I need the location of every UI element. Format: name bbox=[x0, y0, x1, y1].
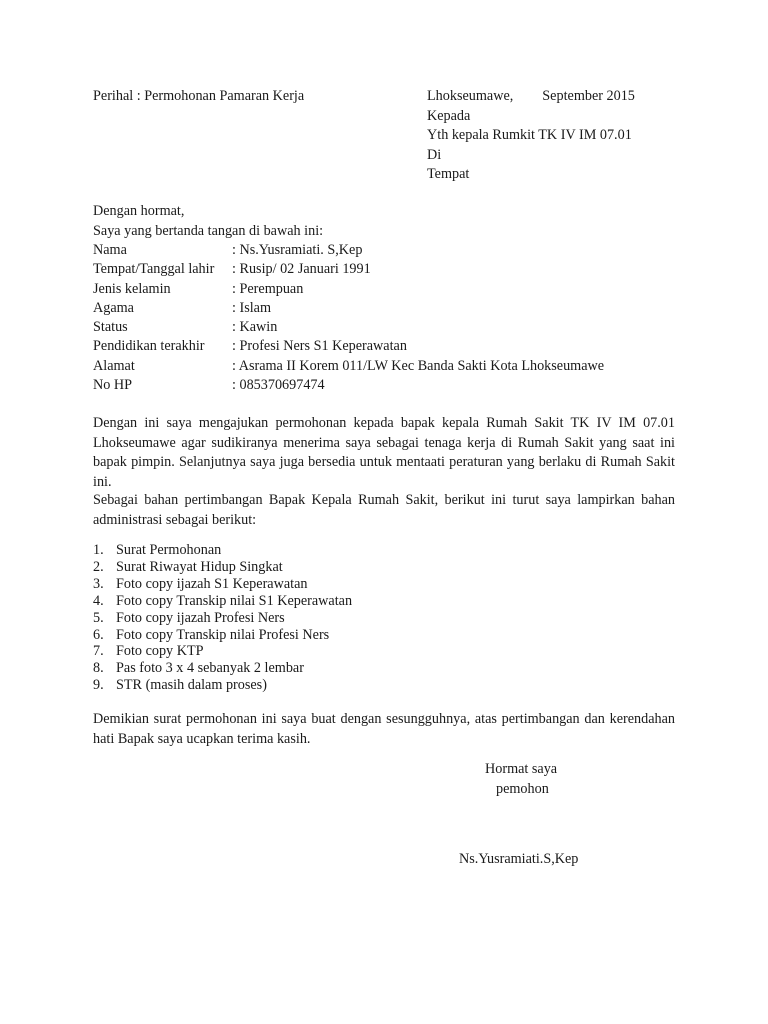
list-item bbox=[93, 627, 352, 644]
closing-block bbox=[485, 760, 557, 799]
list-text: Foto copy ijazah S1 Keperawatan bbox=[116, 575, 308, 592]
identity-label: Pendidikan terakhir bbox=[93, 338, 205, 355]
greeting: Dengan hormat, bbox=[93, 203, 185, 219]
letter-subject: Perihal : Permohonan Pamaran Kerja bbox=[93, 88, 305, 104]
identity-value: : Rusip/ 02 Januari 1991 bbox=[232, 261, 371, 278]
identity-label: No HP bbox=[93, 377, 133, 394]
list-number: 1. bbox=[93, 542, 104, 558]
list-text: Foto copy ijazah Profesi Ners bbox=[116, 609, 285, 626]
list-text: Foto copy KTP bbox=[116, 643, 204, 660]
identity-label: Status bbox=[93, 319, 128, 336]
identity-row bbox=[93, 357, 604, 376]
list-number: 3. bbox=[93, 575, 104, 592]
list-number: 7. bbox=[93, 643, 104, 660]
list-text: Pas foto 3 x 4 sebanyak 2 lembar bbox=[116, 660, 304, 677]
list-number: 8. bbox=[93, 660, 104, 677]
list-item bbox=[93, 559, 352, 576]
recipient-block bbox=[427, 87, 635, 185]
opening-block bbox=[93, 202, 323, 241]
list-number: 9. bbox=[93, 677, 104, 694]
letter-date: September 2015 bbox=[542, 88, 635, 104]
identity-label: Jenis kelamin bbox=[93, 280, 171, 297]
identity-value: : 085370697474 bbox=[232, 377, 325, 394]
list-number: 6. bbox=[93, 626, 104, 643]
closing-paragraph: Demikian surat permohonan ini saya buat dengan sesungguhnya, atas pertimbangan dan kerendahan hati Bapak saya ucapkan terima kasih. bbox=[93, 711, 675, 747]
identity-row bbox=[93, 337, 604, 356]
list-item bbox=[93, 593, 352, 610]
identity-label: Alamat bbox=[93, 357, 135, 374]
identity-table bbox=[93, 241, 604, 395]
recipient-line: Di bbox=[427, 146, 442, 163]
identity-value: : Asrama II Korem 011/LW Kec Banda Sakti Kota Lhokseumawe bbox=[232, 357, 605, 374]
list-item bbox=[93, 660, 352, 677]
attachments-list bbox=[93, 542, 352, 694]
recipient-line: Yth kepala Rumkit TK IV IM 07.01 bbox=[427, 127, 632, 143]
closing-salutation: Hormat saya bbox=[485, 761, 558, 777]
identity-row bbox=[93, 260, 604, 279]
place-date bbox=[427, 87, 635, 107]
closing-role: pemohon bbox=[496, 780, 549, 797]
request-paragraph: Dengan ini saya mengajukan permohonan kepada bapak kepala Rumah Sakit TK IV IM 07.01 Lhokseumawe agar sudikiranya menerima saya sebagai tenaga kerja di Rumah Sakit yang saat ini bapak pimpin. Selanjutnya saya juga bersedia untuk mentaati peraturan yang berlaku di Rumah Sakit ini. bbox=[93, 415, 675, 490]
identity-label: Nama bbox=[93, 242, 127, 258]
list-item bbox=[93, 576, 352, 593]
recipient-line: Kepada bbox=[427, 107, 471, 124]
letter-place: Lhokseumawe, bbox=[427, 88, 514, 104]
identity-value: : Perempuan bbox=[232, 280, 304, 297]
identity-row bbox=[93, 241, 604, 260]
identity-value: : Islam bbox=[232, 299, 272, 316]
identity-row bbox=[93, 299, 604, 318]
identity-value: : Kawin bbox=[232, 319, 278, 336]
list-text: Foto copy Transkip nilai S1 Keperawatan bbox=[116, 592, 353, 609]
identity-label: Agama bbox=[93, 299, 134, 316]
identity-row bbox=[93, 280, 604, 299]
identity-value: : Profesi Ners S1 Keperawatan bbox=[232, 338, 407, 355]
identity-row bbox=[93, 376, 604, 395]
identity-value: : Ns.Yusramiati. S,Kep bbox=[232, 242, 363, 258]
intro-line: Saya yang bertanda tangan di bawah ini: bbox=[93, 222, 324, 239]
identity-row bbox=[93, 318, 604, 337]
list-item bbox=[93, 643, 352, 660]
list-item bbox=[93, 677, 352, 694]
list-item bbox=[93, 610, 352, 627]
list-number: 5. bbox=[93, 609, 104, 626]
list-number: 4. bbox=[93, 592, 104, 609]
identity-label: Tempat/Tanggal lahir bbox=[93, 261, 215, 278]
recipient-line: Tempat bbox=[427, 166, 470, 182]
attachments-intro-paragraph: Sebagai bahan pertimbangan Bapak Kepala Rumah Sakit, berikut ini turut saya lampirkan bahan administrasi sebagai berikut: bbox=[93, 492, 675, 528]
list-item bbox=[93, 542, 352, 559]
list-number: 2. bbox=[93, 558, 104, 575]
signature-name: Ns.Yusramiati.S,Kep bbox=[459, 851, 579, 867]
list-text: STR (masih dalam proses) bbox=[116, 677, 267, 694]
list-text: Surat Riwayat Hidup Singkat bbox=[116, 558, 283, 575]
list-text: Foto copy Transkip nilai Profesi Ners bbox=[116, 626, 330, 643]
list-text: Surat Permohonan bbox=[116, 542, 222, 558]
